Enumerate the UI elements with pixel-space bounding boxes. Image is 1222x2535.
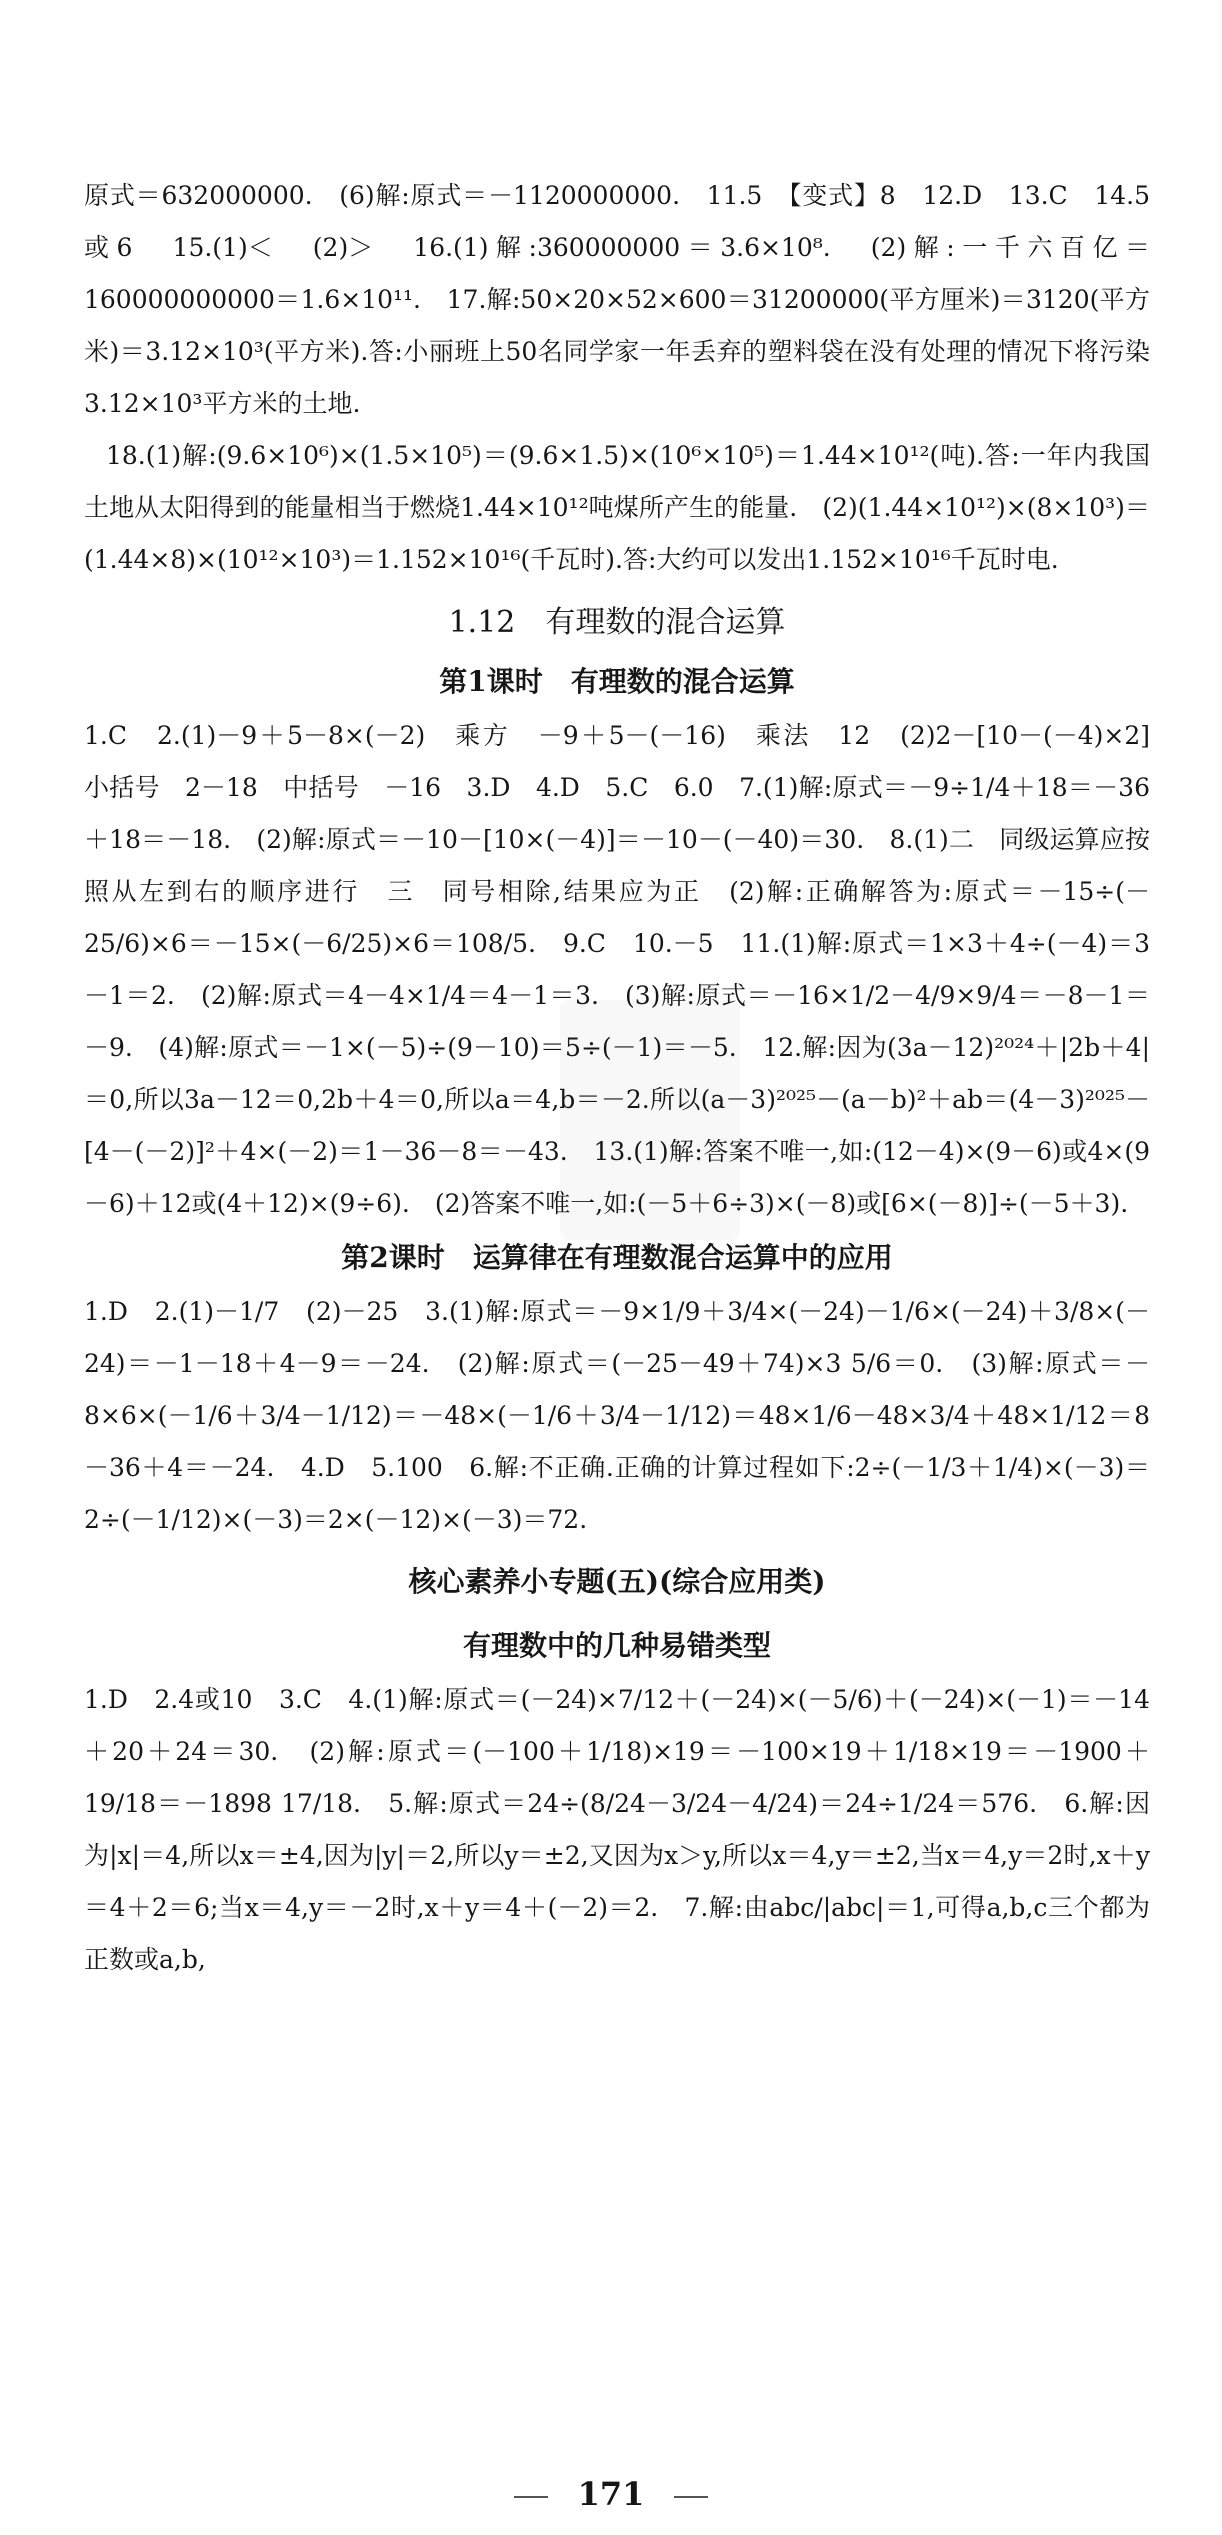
answer-block-18: 18.(1)解:(9.6×10⁶)×(1.5×10⁵)＝(9.6×1.5)×(10⁶×10⁵)＝1.44×10¹²(吨).答:一年内我国土地从太阳得到的能量相当于燃烧1.44×10¹²吨煤所产生的能量. (2)(1.44×10¹²)×(8×10³)＝(1.44×8)×(10¹²×10³)＝1.152×10¹⁶(千瓦时).答:大约可以发出1.152×10¹⁶千瓦时电. <box>84 441 1150 574</box>
answer-content <box>84 170 1176 1986</box>
subsection-title-lesson-1: 第1课时 有理数的混合运算 <box>439 665 795 698</box>
answer-block-intro: 原式＝632000000. (6)解:原式＝－1120000000. 11.5 【变式】8 12.D 13.C 14.5或6 15.(1)＜ (2)＞ 16.(1)解:360000000＝3.6×10⁸. (2)解:一千六百亿＝160000000000＝1.6×10¹¹. 17.解:50×20×52×600＝31200000(平方厘米)＝3120(平方米)＝3.12×10³(平方米).答:小丽班上50名同学家一年丢弃的塑料袋在没有处理的情况下将污染3.12×10³平方米的土地. <box>84 181 1150 418</box>
page-number: 171 <box>577 2475 645 2513</box>
page-footer <box>0 2475 1222 2513</box>
subsection-title-lesson-2: 第2课时 运算律在有理数混合运算中的应用 <box>341 1241 893 1274</box>
section-title-1-12: 1.12 有理数的混合运算 <box>448 605 786 640</box>
answer-block-lesson-2: 1.D 2.(1)－1/7 (2)－25 3.(1)解:原式＝－9×1/9＋3/4×(－24)－1/6×(－24)＋3/8×(－24)＝－1－18＋4－9＝－24. (2)解:原式＝(－25－49＋74)×3 5/6＝0. (3)解:原式＝－8×6×(－1/6＋3/4－1/12)＝－48×(－1/6＋3/4－1/12)＝48×1/6－48×3/4＋48×1/12＝8－36＋4＝－24. 4.D 5.100 6.解:不正确.正确的计算过程如下:2÷(－1/3＋1/4)×(－3)＝2÷(－1/12)×(－3)＝2×(－12)×(－3)＝72. <box>84 1297 1150 1534</box>
topic-subtitle-error-types: 有理数中的几种易错类型 <box>462 1629 771 1662</box>
answer-block-topic-5: 1.D 2.4或10 3.C 4.(1)解:原式＝(－24)×7/12＋(－24)×(－5/6)＋(－24)×(－1)＝－14＋20＋24＝30. (2)解:原式＝(－100＋1/18)×19＝－100×19＋1/18×19＝－1900＋19/18＝－1898 17/18. 5.解:原式＝24÷(8/24－3/24－4/24)＝24÷1/24＝576. 6.解:因为|x|＝4,所以x＝±4,因为|y|＝2,所以y＝±2,又因为x＞y,所以x＝4,y＝±2,当x＝4,y＝2时,x＋y＝4＋2＝6;当x＝4,y＝－2时,x＋y＝4＋(－2)＝2. 7.解:由abc/|abc|＝1,可得a,b,c三个都为正数或a,b, <box>84 1685 1150 1974</box>
footer-left-dash <box>514 2496 548 2498</box>
footer-right-dash <box>674 2496 708 2498</box>
answer-block-lesson-1: 1.C 2.(1)－9＋5－8×(－2) 乘方 －9＋5－(－16) 乘法 12 (2)2－[10－(－4)×2] 小括号 2－18 中括号 －16 3.D 4.D 5.C 6.0 7.(1)解:原式＝－9÷1/4＋18＝－36＋18＝－18. (2)解:原式＝－10－[10×(－4)]＝－10－(－40)＝30. 8.(1)二 同级运算应按照从左到右的顺序进行 三 同号相除,结果应为正 (2)解:正确解答为:原式＝－15÷(－25/6)×6＝－15×(－6/25)×6＝108/5. 9.C 10.－5 11.(1)解:原式＝1×3＋4÷(－4)＝3－1＝2. (2)解:原式＝4－4×1/4＝4－1＝3. (3)解:原式＝－16×1/2－4/9×9/4＝－8－1＝－9. (4)解:原式＝－1×(－5)÷(9－10)＝5÷(－1)＝－5. 12.解:因为(3a－12)²⁰²⁴＋|2b＋4|＝0,所以3a－12＝0,2b＋4＝0,所以a＝4,b＝－2.所以(a－3)²⁰²⁵－(a－b)²＋ab＝(4－3)²⁰²⁵－[4－(－2)]²＋4×(－2)＝1－36－8＝－43. 13.(1)解:答案不唯一,如:(12－4)×(9－6)或4×(9－6)＋12或(4＋12)×(9÷6). (2)答案不唯一,如:(－5＋6÷3)×(－8)或[6×(－8)]÷(－5＋3). <box>84 721 1176 1218</box>
topic-title-core-literacy: 核心素养小专题(五)(综合应用类) <box>408 1565 826 1598</box>
